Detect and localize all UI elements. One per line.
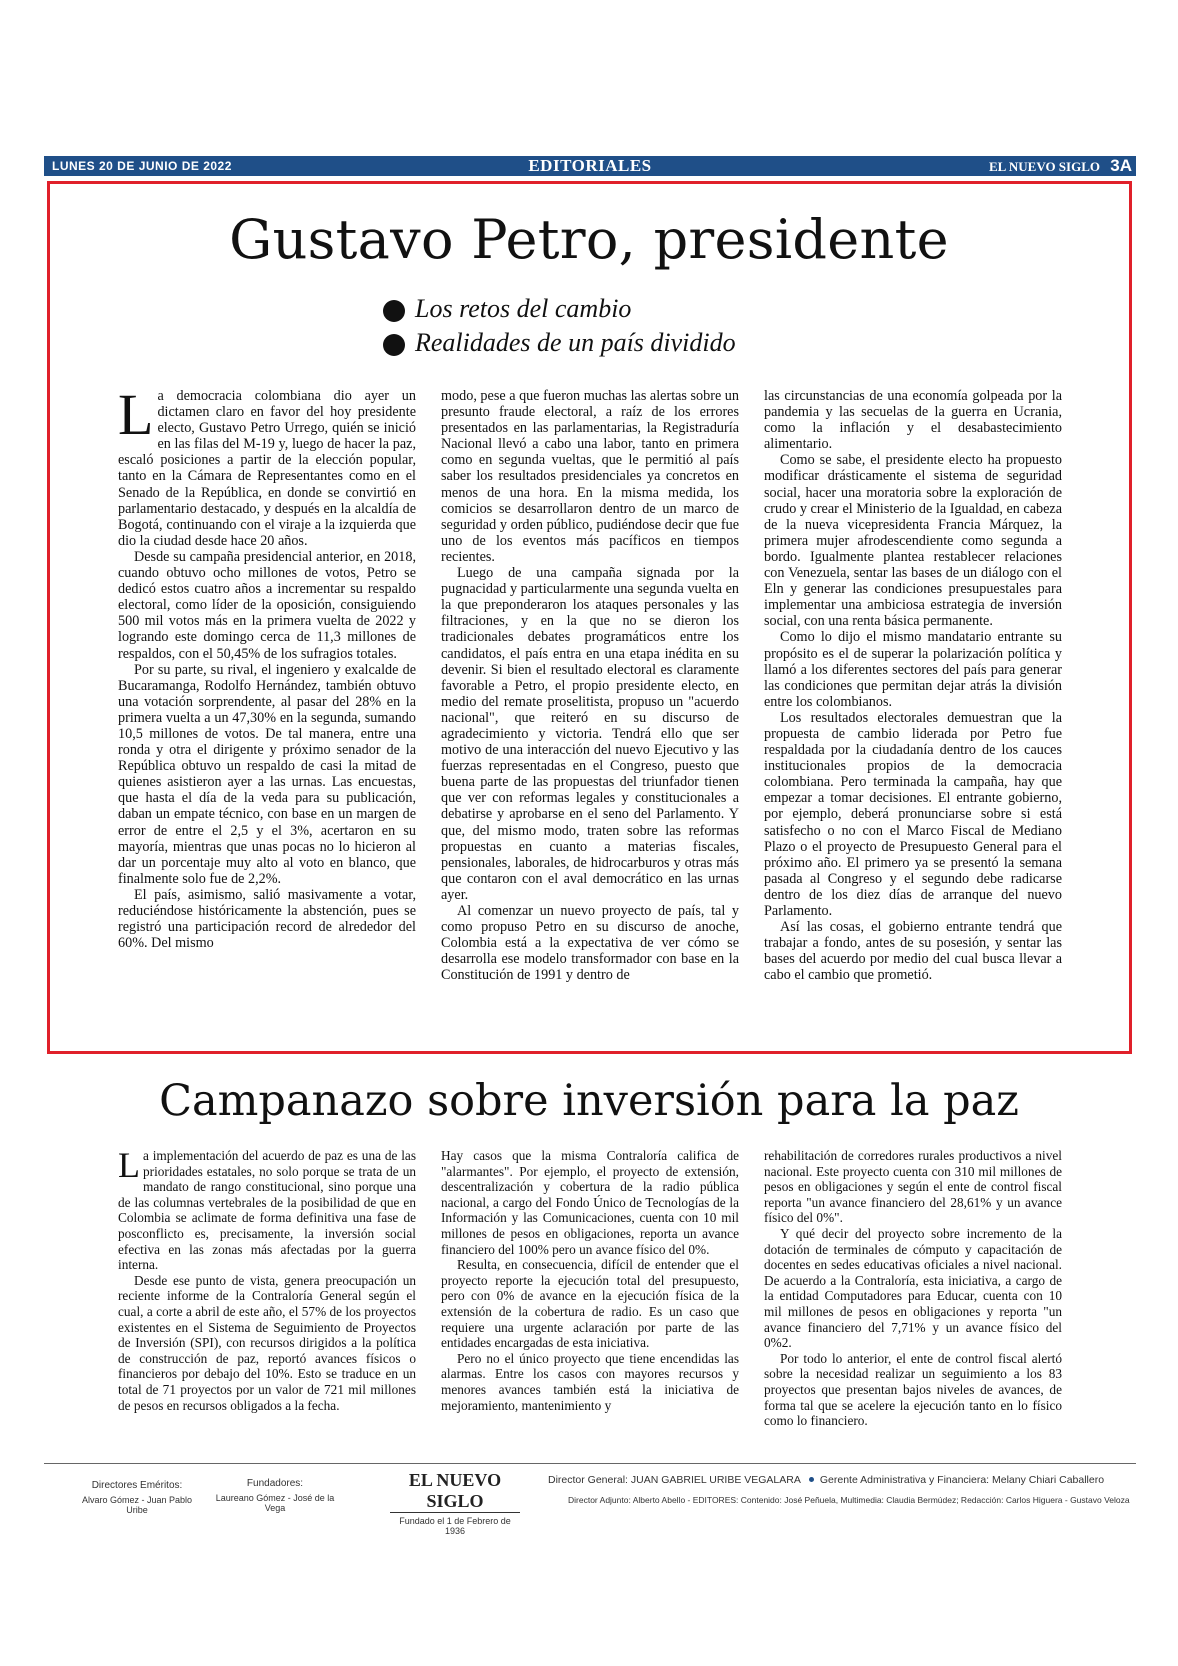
paragraph: Como se sabe, el presidente electo ha propuesto modificar drásticamente el sistema de seguridad social, hacer una moratoria sobre la exploración de crudo y crear el Ministerio de la Igualdad, en cabeza de la nueva vicepresidenta Francia Márquez, la primera mujer afrodescendiente como segunda a bordo. Igualmente plantea restablecer relaciones con Venezuela, sentar las bases de un diálogo con el Eln y generar las condiciones presupuestales para implementar una ambiciosa estrategia de inversión social, con una renta básica permanente. — [764, 452, 1062, 630]
footer-divider — [44, 1463, 1136, 1464]
paragraph: las circunstancias de una economía golpeada por la pandemia y las secuelas de la guerra en Ucrania, como la inflación y el desabastecimiento alimentario. — [764, 388, 1062, 453]
newspaper-logo: EL NUEVO SIGLO — [390, 1470, 520, 1513]
paragraph: Hay casos que la misma Contraloría califica de "alarmantes". Por ejemplo, el proyecto de extensión, descentralización y cobertura de la radio pública nacional, a cargo del Fondo Único de Tecnologías de la Información y las Comunicaciones, cuenta con 10 mil millones de pesos en obligaciones, reporta un avance financiero del 100% pero un avance físico del 0%. — [441, 1148, 739, 1257]
editorial2-body — [118, 1148, 1062, 1454]
paragraph: El país, asimismo, salió masivamente a votar, reduciéndose históricamente la abstención, pues se registró una participación record de alrededor del 60%. Del mismo — [118, 886, 416, 952]
editorial1-subtitles — [383, 292, 736, 360]
staff-row-2: Director Adjunto: Alberto Abello - EDITORES: Contenido: José Peñuela, Multimedia: Claudia Bermúdez; Redacción: Carlos Higuera - Gustavo Veloza — [568, 1495, 1130, 1505]
paragraph: Por todo lo anterior, el ente de control fiscal alertó sobre la necesidad realizar un seguimiento a los 83 proyectos que presentan bajos niveles de avances, de forma tal que se acelere la ejecución tanto en lo físico como lo financiero. — [764, 1350, 1062, 1429]
paragraph: Luego de una campaña signada por la pugnacidad y particularmente una segunda vuelta en la que preponderaron los ataques personales y las filtraciones, y en la que no se dieron los tradicionales debates programáticos entre los candidatos, el país entra en una etapa inédita en su devenir. Si bien el resultado electoral es claramente favorable a Petro, el propio presidente electo, en medio del remate proselitista, propuso un "acuerdo nacional", que reiteró en su discurso de agradecimiento y victoria. Tendrá ello que ser motivo de una interacción del nuevo Ejecutivo y las fuerzas representadas en el Congreso, puesto que buena parte de las propuestas del triunfador tienen que ver con reformas legales y constitucionales a debatirse y aprobarse en el seno del Parlamento. Y que, del mismo modo, traten sobre las reformas propuestas en cuanto a materias fiscales, pensionales, laborales, de hidrocarburos y otras más que contaron con el aval democrático en las urnas ayer. — [441, 565, 739, 903]
header-brand: EL NUEVO SIGLO — [989, 159, 1100, 174]
header-date: LUNES 20 DE JUNIO DE 2022 — [52, 159, 232, 173]
editorial1-column-2 — [441, 388, 739, 983]
director-general: Director General: JUAN GABRIEL URIBE VEGALARA — [548, 1474, 801, 1486]
subtitle-text: Los retos del cambio — [415, 294, 632, 323]
directors-label: Directores Eméritos: — [91, 1480, 183, 1491]
subtitle-item — [383, 326, 736, 360]
paragraph: Y qué decir del proyecto sobre incremento de la dotación de terminales de cómputo y capacitación de docentes en sedes educativas oficiales a nivel nacional. De acuerdo a la Contraloría, esta iniciativa, a cargo de la entidad Computadores para Educar, cuenta con 10 mil millones de pesos en obligaciones y reporta "un avance financiero del 7,71% y un avance físico del 0%2. — [764, 1225, 1062, 1351]
directors-names: Alvaro Gómez - Juan Pablo Uribe — [81, 1495, 193, 1515]
editorial2-column-1 — [118, 1148, 416, 1413]
editorial1-column-1 — [118, 388, 416, 951]
editorial1-title: Gustavo Petro, presidente — [229, 208, 949, 271]
editorial1-column-3 — [764, 388, 1062, 983]
paragraph: Así las cosas, el gobierno entrante tendrá que trabajar a fondo, antes de su posesión, y sentar las bases del acuerdo por medio del cual busca llevar a cabo el cambio que prometió. — [764, 919, 1062, 984]
footer-directors — [72, 1480, 202, 1515]
page-header-bar — [44, 156, 1136, 176]
dropcap: L — [118, 388, 154, 447]
paragraph: Como lo dijo el mismo mandatario entrante su propósito es el de superar la polarización política y llamó a los diferentes sectores del país para generar las condiciones que permitan dejar atrás la división entre los colombianos. — [764, 629, 1062, 710]
paragraph: rehabilitación de corredores rurales productivos a nivel nacional. Este proyecto cuenta con 310 mil millones de pesos en obligaciones y según el ente de control fiscal reporta "un avance financiero del 28,61% y un avance físico del 0%". — [764, 1148, 1062, 1226]
paragraph: Resulta, en consecuencia, difícil de entender que el proyecto reporte la ejecución total del presupuesto, pero con 0% de avance en la ejecución física de la extensión de la cobertura de radio. Es un caso que requiere una urgente aclaración por parte de las entidades encargadas de esta iniciativa. — [441, 1257, 739, 1351]
subtitle-text: Realidades de un país dividido — [415, 328, 736, 357]
footer-staff — [548, 1474, 1138, 1505]
footer-founders — [210, 1478, 340, 1513]
bullet-dot-icon — [809, 1477, 814, 1482]
paragraph: La democracia colombiana dio ayer un dictamen claro en favor del hoy presidente electo, Gustavo Petro Urrego, quién se inició en las filas del M-19 y, luego de hacer la paz, escaló posiciones a partir de la elección popular, tanto en la Cámara de Representantes como en el Senado de la República, en donde se convirtió en parlamentario destacado, y después en la alcaldía de Bogotá, continuando con el viraje a la izquierda que dio la ciudad desde hace 20 años. — [118, 388, 416, 549]
editorial2-column-3 — [764, 1148, 1062, 1429]
editorial2-column-2 — [441, 1148, 739, 1413]
paragraph: Los resultados electorales demuestran que la propuesta de cambio liderada por Petro fue respaldada por la ciudadanía dentro de los cauces institucionales propios de la democracia colombiana. Pero terminada la campaña, hay que empezar a tomar decisiones. El entrante gobierno, por ejemplo, deberá pronunciarse sobre si está satisfecho o no con el Marco Fiscal de Mediano Plazo o el proyecto de Presupuesto General para el próximo año. El primero ya se presentó la semana pasada al Congreso y el segundo debe radicarse dentro de los diez días de arranque del nuevo Parlamento. — [764, 709, 1062, 919]
editorial1-body — [118, 388, 1062, 1050]
dropcap: L — [118, 1148, 140, 1185]
paragraph: Desde ese punto de vista, genera preocupación un reciente informe de la Contraloría General según el cual, a corte a abril de este año, el 57% de los proyectos existentes en el Sistema de Seguimiento de Proyectos de Inversión (SPI), con recursos dirigidos a la política de construcción de paz, reportó avances físicos o financieros por debajo del 10%. Esto se traduce en un total de 71 proyectos por un valor de 721 mil millones de pesos en recursos obligados a la fecha. — [118, 1272, 416, 1413]
bullet-icon — [383, 334, 405, 356]
paragraph: La implementación del acuerdo de paz es una de las prioridades estatales, no solo porque se trata de un mandato de rango constitucional, sino porque una de las columnas vertebrales de la posibilidad de que en Colombia se aclimate de forma definitiva una fase de posconflicto es, precisamente, la inversión social efectiva en las zonas más afectadas por la guerra interna. — [118, 1148, 416, 1273]
paragraph: modo, pese a que fueron muchas las alertas sobre un presunto fraude electoral, a raíz de los errores presentados en las parlamentarias, la Registraduría Nacional llevó a cabo una labor, tanto en primera como en segunda vueltas, que le permitió al país saber los resultados presidenciales ya concretos en menos de una hora. En la misma medida, los comicios se desarrollaron dentro de un marco de seguridad y orden público, pudiéndose decir que fue uno de los eventos más pacíficos en tiempos recientes. — [441, 388, 739, 565]
header-page-number: 3A — [1110, 156, 1132, 175]
founders-names: Laureano Gómez - José de la Vega — [215, 1493, 335, 1513]
paragraph: Por su parte, su rival, el ingeniero y exalcalde de Bucaramanga, Rodolfo Hernández, también obtuvo una votación sorprendente, al pasar del 28% en la primera vuelta a un 47,30% en la segunda, sumando 10,5 millones de votos. De tal manera, entre una ronda y otra el dirigente y próximo senador de la República obtuvo un respaldo de casi la mitad de quienes asistieron ayer a las urnas. Las encuestas, que hasta el día de la veda para su publicación, daban un empate técnico, con base en un margen de error de entre el 2,5 y el 3%, acertaron en su mayoría, mientras que unas pocas no lo hicieron al dar un porcentaje muy alto al voto en blanco, que finalmente solo fue de 2,2%. — [118, 661, 416, 887]
founded-date: Fundado el 1 de Febrero de 1936 — [399, 1516, 511, 1536]
footer-logo — [390, 1470, 520, 1536]
gerente: Gerente Administrativa y Financiera: Melany Chiari Caballero — [819, 1474, 1105, 1486]
subtitle-item — [383, 292, 736, 326]
bullet-icon — [383, 300, 405, 322]
paragraph: Desde su campaña presidencial anterior, en 2018, cuando obtuvo ocho millones de votos, Petro se dedicó estos cuatro años a incrementar su respaldo electoral, como líder de la oposición, consiguiendo 500 mil votos más en la primera vuelta de 2022 y logrando este domingo cerca de 11,3 millones de respaldos, con el 50,45% de los sufragios totales. — [118, 548, 416, 662]
staff-row-1 — [548, 1474, 1138, 1486]
founders-label: Fundadores: — [246, 1478, 304, 1489]
paragraph: Al comenzar un nuevo proyecto de país, tal y como propuso Petro en su discurso de anoche, Colombia está a la expectativa de ver cómo se desarrolla ese modelo transformador con base en la Constitución de 1991 y dentro de — [441, 903, 739, 984]
header-section: EDITORIALES — [528, 156, 652, 175]
paragraph: Pero no el único proyecto que tiene encendidas las alarmas. Entre los casos con mayores recursos y menores avances también está la iniciativa de mejoramiento, mantenimiento y — [441, 1350, 739, 1413]
editorial2-title: Campanazo sobre inversión para la paz — [159, 1076, 1019, 1126]
